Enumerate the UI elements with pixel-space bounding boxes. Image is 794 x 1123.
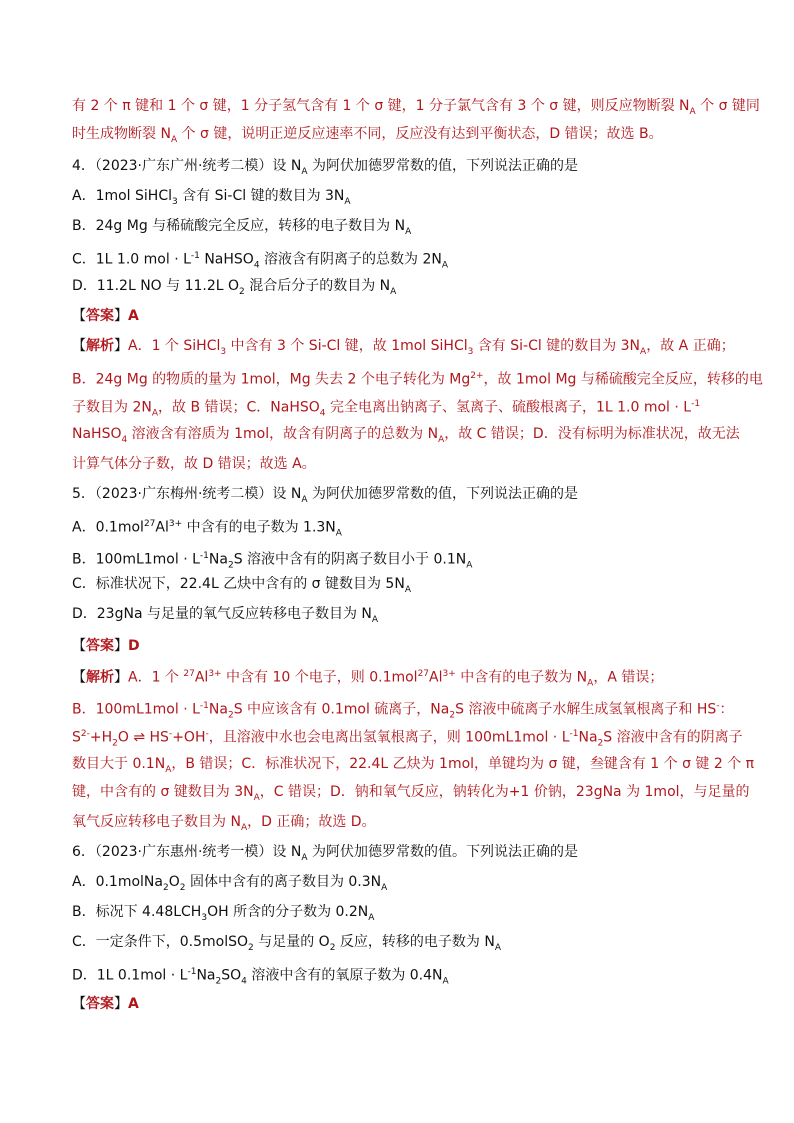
text-run: 3 [201,912,208,923]
text-line [72,902,374,928]
answer-value: A [128,308,139,324]
text-run: 3+ [208,669,222,679]
text-run: 3+ [168,519,183,529]
text-run: -1 [569,729,579,739]
text-run: B．标况下 4.48LCH [72,904,202,920]
text-run: ： [719,701,734,718]
text-line [72,156,578,182]
text-run: 完全电离出钠离子、氢离子、硫酸根离子，1L 1.0 mol · L [325,399,692,416]
text-run: 4 [253,260,260,271]
text-run: 个 σ 键同 [695,98,760,114]
answer-line [72,306,139,326]
text-line [72,754,754,780]
text-run: A [404,584,411,595]
text-run: 中含有的电子数为 1.3N [182,519,336,536]
text-run: 2 [227,560,234,571]
text-run: 计算气体分子数，故 D 错误；故选 A。 [72,456,316,472]
text-run: 2 [163,882,169,893]
text-run: 2 [112,738,118,749]
text-run: 2+ [470,371,484,381]
text-run: -1 [190,251,200,261]
text-run: - [716,701,720,711]
text-run: A [151,408,159,419]
text-run: Al [194,669,209,686]
text-line [72,394,700,423]
text-run: A [301,494,308,505]
text-line [72,696,734,725]
text-run: A [253,792,260,803]
text-run: 27 [143,519,156,529]
text-run: 中含有 3 个 Si-Cl 键，故 1mol SiHCl [226,338,468,354]
text-run: A [689,106,696,117]
text-run: ，B 错误；C．标准状况下，22.4L 乙炔为 1mol，单键均为 σ 键，叁键含有 1 个 σ 键 2 个 π [171,756,755,772]
text-run: S [72,729,81,746]
text-line [72,842,578,868]
text-run: -1 [691,399,701,409]
text-run: C．标准状况下，22.4L 乙炔中含有的 σ 键数目为 5N [72,576,405,592]
text-run: 固体中含有的离子数目为 0.3N [185,874,382,890]
text-run: B．24g Mg 与稀硫酸完全反应，转移的电子数目为 N [72,218,406,234]
text-run: - [205,729,209,739]
text-run: A [335,528,342,539]
text-run: A．1mol SiHCl [72,188,172,204]
text-run: A [494,942,501,953]
text-run: S 中应该含有 0.1mol 硫离子，Na [233,701,450,718]
section-tag: 【答案】 [72,308,128,324]
text-run: 4 [241,976,247,987]
text-run: NaHSO [72,426,122,442]
text-run: 为阿伏加德罗常数的值，下列说法正确的是 [307,486,578,502]
text-run: 含有 Si-Cl 键的数目为 3N [473,338,641,354]
text-run: 为阿伏加德罗常数的值。下列说法正确的是 [307,844,578,860]
text-run: -1 [199,701,209,711]
text-run: 反应，转移的电子数为 N [335,934,495,950]
text-run: ，故 1mol Mg 与稀硫酸完全反应，转移的电 [483,371,763,388]
text-run: ，D 正确；故选 D。 [247,814,376,830]
text-run: 3 [467,346,474,357]
text-run: A [170,134,178,145]
text-line [72,484,578,510]
text-run: A．1 个 SiHCl [128,338,221,354]
text-run: 含有 Si-Cl 键的数目为 3N [177,188,345,204]
text-run: B．100mL1mol · L [72,701,200,718]
text-run: B．24g Mg 的物质的量为 1mol，Mg 失去 2 个电子转化为 Mg [72,371,471,388]
text-run: 中含有 10 个电子，则 0.1mol [221,669,418,686]
text-run: 为阿伏加德罗常数的值，下列说法正确的是 [307,158,578,174]
answer-line [72,994,139,1014]
text-run: Na [578,729,598,746]
text-run: A [587,678,594,689]
text-run: 2 [329,942,336,953]
text-run: O ⇌ HS [117,729,169,746]
text-line [72,546,472,575]
text-line [72,216,411,242]
text-run: 3+ [442,669,456,679]
text-run: NaHSO [199,251,254,268]
text-line [72,514,342,543]
text-run: SO [221,967,242,984]
text-run: A [466,560,473,571]
text-run: 4．（2023·广东广州·统考二模）设 N [72,158,302,174]
text-run: A [441,260,448,271]
text-run: A [381,882,388,893]
section-tag: 【答案】 [72,638,128,654]
text-run: 时生成物断裂 N [72,126,171,142]
text-run: A [640,346,647,357]
text-run: 4 [319,408,326,419]
text-run: 5．（2023·广东梅州·统考二模）设 N [72,486,302,502]
text-line [72,724,743,753]
text-run: A [371,614,379,625]
text-line [72,812,376,838]
text-run: +OH [172,729,206,746]
text-line [72,276,396,302]
text-run: Na [208,551,228,568]
text-run: 6．（2023·广东惠州·统考一模）设 N [72,844,302,860]
text-run: A [240,822,248,833]
text-run: D．1L 0.1mol · L [72,967,188,984]
text-run: 2 [227,710,234,721]
text-run: ，A 错误； [593,669,664,686]
text-line [72,424,740,450]
text-run: 键，中含有的 σ 键数目为 3N [72,784,254,800]
text-run: 3 [220,346,227,357]
text-run: D．23gNa 与足量的氧气反应转移电子数目为 N [72,606,372,622]
text-run: 数目大于 0.1N [72,756,166,772]
answer-value: A [128,996,139,1012]
text-run: A．0.1molNa [72,874,163,890]
text-run: A [301,852,308,863]
text-run: OH 所含的分子数为 0.2N [207,904,369,920]
section-tag: 【解析】 [72,669,128,686]
text-run: Na [196,967,216,984]
text-run: 2 [449,710,456,721]
section-tag: 【解析】 [72,338,128,354]
analysis-line [72,336,735,362]
text-run: 子数目为 2N [72,399,152,416]
text-run: ，且溶液中水也会电离出氢氧根离子，则 100mL1mol · L [208,729,570,746]
text-run: O [168,874,180,890]
text-run: ，故 A 正确； [646,338,735,354]
text-line [72,574,411,600]
text-run: A．1 个 [128,669,184,686]
text-run: A [368,912,375,923]
text-run: 2 [179,882,186,893]
text-run: A [301,166,308,177]
text-run: S 溶液中含有的阴离子 [603,729,743,746]
text-run: 溶液含有溶质为 1mol，故含有阴离子的总数为 N [127,426,439,442]
text-run: A [405,226,412,237]
text-line [72,782,750,808]
text-run: 有 2 个 π 键和 1 个 σ 键，1 分子氢气含有 1 个 σ 键，1 分子氯气含有 3 个 σ 键，则反应物断裂 N [72,98,690,114]
text-run: -1 [199,551,209,561]
text-run: 27 [417,669,430,679]
text-run: 与足量的 O [253,934,330,950]
text-line [72,124,663,150]
text-run: 个 σ 键，说明正逆反应速率不同，反应没有达到平衡状态，D 错误；故选 B。 [177,126,663,142]
text-line [72,246,448,275]
text-run: Al [429,669,443,686]
text-run: -1 [187,967,197,977]
text-run: A．0.1mol [72,519,144,536]
text-run: 氧气反应转移电子数目为 N [72,814,241,830]
text-run: Al [155,519,169,536]
section-tag: 【答案】 [72,996,128,1012]
text-run: C．1L 1.0 mol · L [72,251,191,268]
text-run: S 溶液中硫离子水解生成氢氧根离子和 HS [455,701,717,718]
answer-line [72,636,140,656]
text-run: 2 [215,976,222,987]
text-run: A [165,764,172,775]
text-run: +H [89,729,113,746]
text-run: A [438,434,445,445]
text-run: A [390,286,397,297]
text-line [72,454,316,474]
text-run: Na [208,701,228,718]
text-run: 溶液中含有的氧原子数为 0.4N [246,967,443,984]
text-run: ，C 错误；D．钠和氧气反应，钠转化为+1 价钠，23gNa 为 1mol，与足量的 [259,784,750,800]
text-run: ，故 C 错误；D．没有标明为标准状况，故无法 [444,426,740,442]
text-run: 4 [121,434,128,445]
text-run: ，故 B 错误；C．NaHSO [158,399,320,416]
text-line [72,962,449,991]
text-line [72,604,378,630]
text-run: 3 [172,196,178,207]
text-run: B．100mL1mol · L [72,551,200,568]
text-run: - [168,729,173,739]
text-run: 中含有的电子数为 N [455,669,588,686]
text-run: A [442,976,449,987]
analysis-line [72,664,663,693]
text-line [72,366,763,390]
text-run: 2 [597,738,604,749]
text-line [72,96,760,122]
answer-value: D [128,638,140,654]
text-run: D．11.2L NO 与 11.2L O [72,278,240,294]
text-line [72,872,387,898]
text-run: A [344,196,351,207]
text-run: 2 [239,286,245,297]
text-run: S 溶液中含有的阴离子数目小于 0.1N [233,551,467,568]
text-run: 2- [80,729,90,739]
text-line [72,186,351,212]
text-run: 混合后分子的数目为 N [244,278,391,294]
text-run: 27 [183,669,195,679]
text-run: C．一定条件下，0.5molSO [72,934,249,950]
text-run: 溶液含有阴离子的总数为 2N [259,251,442,268]
text-line [72,932,501,958]
text-run: 2 [248,942,254,953]
